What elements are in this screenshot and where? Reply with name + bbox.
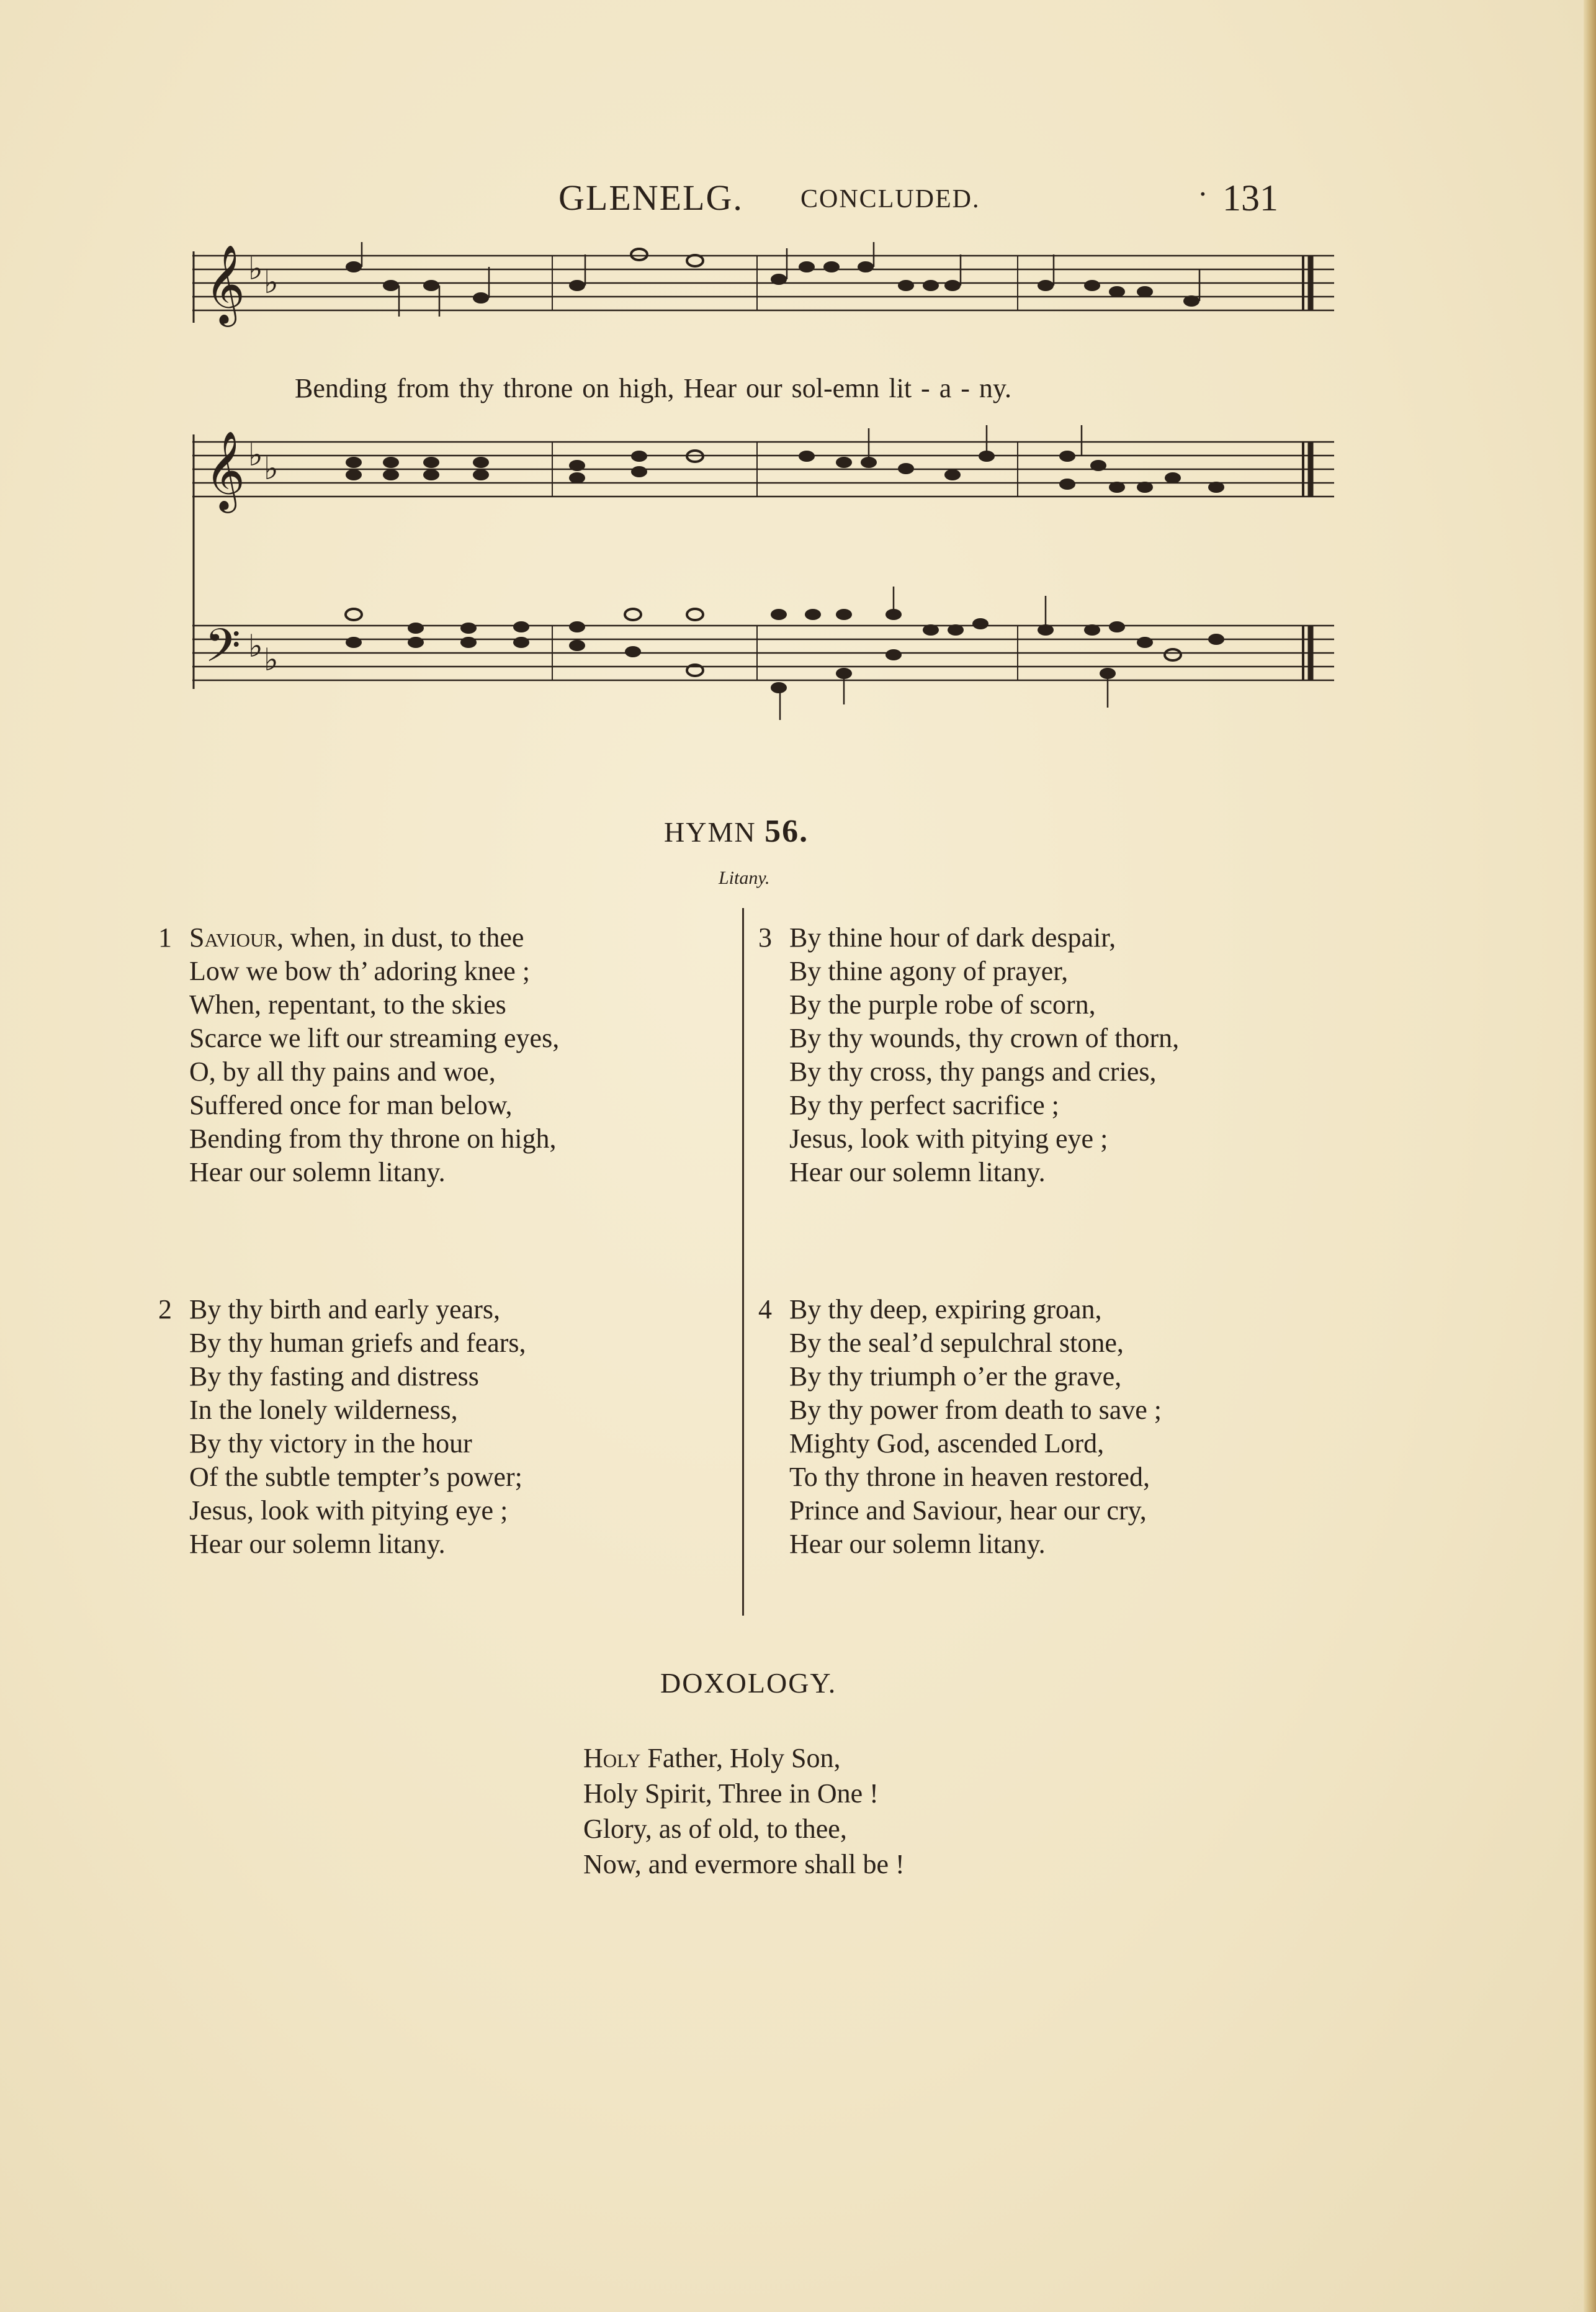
verse-line: By thy victory in the hour (189, 1428, 472, 1459)
bass-clef-icon: 𝄢 (205, 619, 241, 684)
svg-text:♭: ♭ (264, 264, 279, 300)
svg-text:♭: ♭ (264, 642, 279, 678)
hymn-title-prefix: HYMN (664, 816, 756, 848)
verse-line: Bending from thy throne on high, (189, 1123, 557, 1154)
verse-line: By thy birth and early years, (189, 1294, 500, 1325)
verse-line: By the purple robe of scorn, (789, 989, 1096, 1020)
music-lyric-line: Bending from thy throne on high, Hear our sol-emn lit - a - ny. (295, 373, 1012, 403)
music-score (186, 242, 1340, 770)
verse-line: Prince and Saviour, hear our cry, (789, 1495, 1147, 1526)
verse-2 (158, 1293, 526, 1561)
hymn-number: 56. (764, 814, 809, 849)
treble-clef-icon: 𝄞 (205, 430, 246, 510)
page-number: · 131 (1222, 177, 1278, 220)
tune-title: GLENELG. (558, 178, 743, 218)
verse-line: Of the subtle tempter’s power; (189, 1462, 522, 1492)
verse-line: By thy perfect sacrifice ; (789, 1090, 1059, 1120)
verse-line: By thine agony of prayer, (789, 956, 1069, 986)
staff-treble (192, 442, 1334, 497)
note-heads (346, 249, 1224, 693)
verse-line: By thy fasting and distress (189, 1361, 479, 1392)
verse-line: Hear our solemn litany. (189, 1529, 446, 1559)
treble-clef-icon: 𝄞 (205, 244, 246, 323)
verse-number: 3 (758, 922, 772, 953)
svg-text:♭: ♭ (264, 451, 279, 487)
verse-line: By thy triumph o’er the grave, (789, 1361, 1122, 1392)
doxology-line: Now, and evermore shall be ! (583, 1849, 905, 1879)
verse-1 (158, 921, 560, 1189)
verse-line: Jesus, look with pitying eye ; (789, 1123, 1108, 1154)
doxology-text (583, 1740, 905, 1882)
svg-text:♭: ♭ (248, 437, 263, 473)
doxology-line: Holy Father, Holy Son, (583, 1743, 841, 1773)
column-divider (742, 908, 744, 1616)
verse-line: By thy cross, thy pangs and cries, (789, 1056, 1157, 1087)
svg-text:♭: ♭ (248, 628, 263, 664)
verse-line: Mighty God, ascended Lord, (789, 1428, 1105, 1459)
verse-line: Hear our solemn litany. (789, 1157, 1046, 1187)
doxology-line: Glory, as of old, to thee, (583, 1814, 847, 1844)
staff-bass (192, 434, 1334, 689)
svg-text:♭: ♭ (248, 251, 263, 287)
verse-3 (758, 921, 1180, 1189)
verse-line: Suffered once for man below, (189, 1090, 513, 1120)
verse-line: By the seal’d sepulchral stone, (789, 1328, 1124, 1358)
doxology-title: DOXOLOGY. (660, 1667, 837, 1699)
verse-line: Hear our solemn litany. (789, 1529, 1046, 1559)
verse-line: Low we bow th’ adoring knee ; (189, 956, 531, 986)
verse-line: By thy human griefs and fears, (189, 1328, 526, 1358)
verse-number: 4 (758, 1294, 772, 1325)
verse-line: When, repentant, to the skies (189, 989, 506, 1020)
hymn-title (664, 813, 809, 850)
verse-line: O, by all thy pains and woe, (189, 1056, 496, 1087)
verse-line: By thine hour of dark despair, (789, 922, 1116, 953)
verse-line: To thy throne in heaven restored, (789, 1462, 1150, 1492)
verse-line: In the lonely wilderness, (189, 1395, 458, 1425)
verse-line: Jesus, look with pitying eye ; (189, 1495, 508, 1526)
page-header (0, 177, 1596, 227)
verse-line: By thy wounds, thy crown of thorn, (789, 1023, 1180, 1053)
verse-line: Scarce we lift our streaming eyes, (189, 1023, 560, 1053)
page-edge (1584, 0, 1596, 2312)
verse-number: 1 (158, 922, 172, 953)
tune-subtitle: CONCLUDED. (800, 185, 980, 214)
hymn-meter: Litany. (719, 868, 770, 888)
verse-number: 2 (158, 1294, 172, 1325)
verse-line: By thy power from death to save ; (789, 1395, 1162, 1425)
verse-line: Hear our solemn litany. (189, 1157, 446, 1187)
verse-line: Saviour, when, in dust, to thee (189, 922, 524, 953)
staff-melody (192, 251, 1334, 323)
verse-line: By thy deep, expiring groan, (789, 1294, 1102, 1325)
verse-4 (758, 1293, 1162, 1561)
doxology-line: Holy Spirit, Three in One ! (583, 1778, 879, 1809)
